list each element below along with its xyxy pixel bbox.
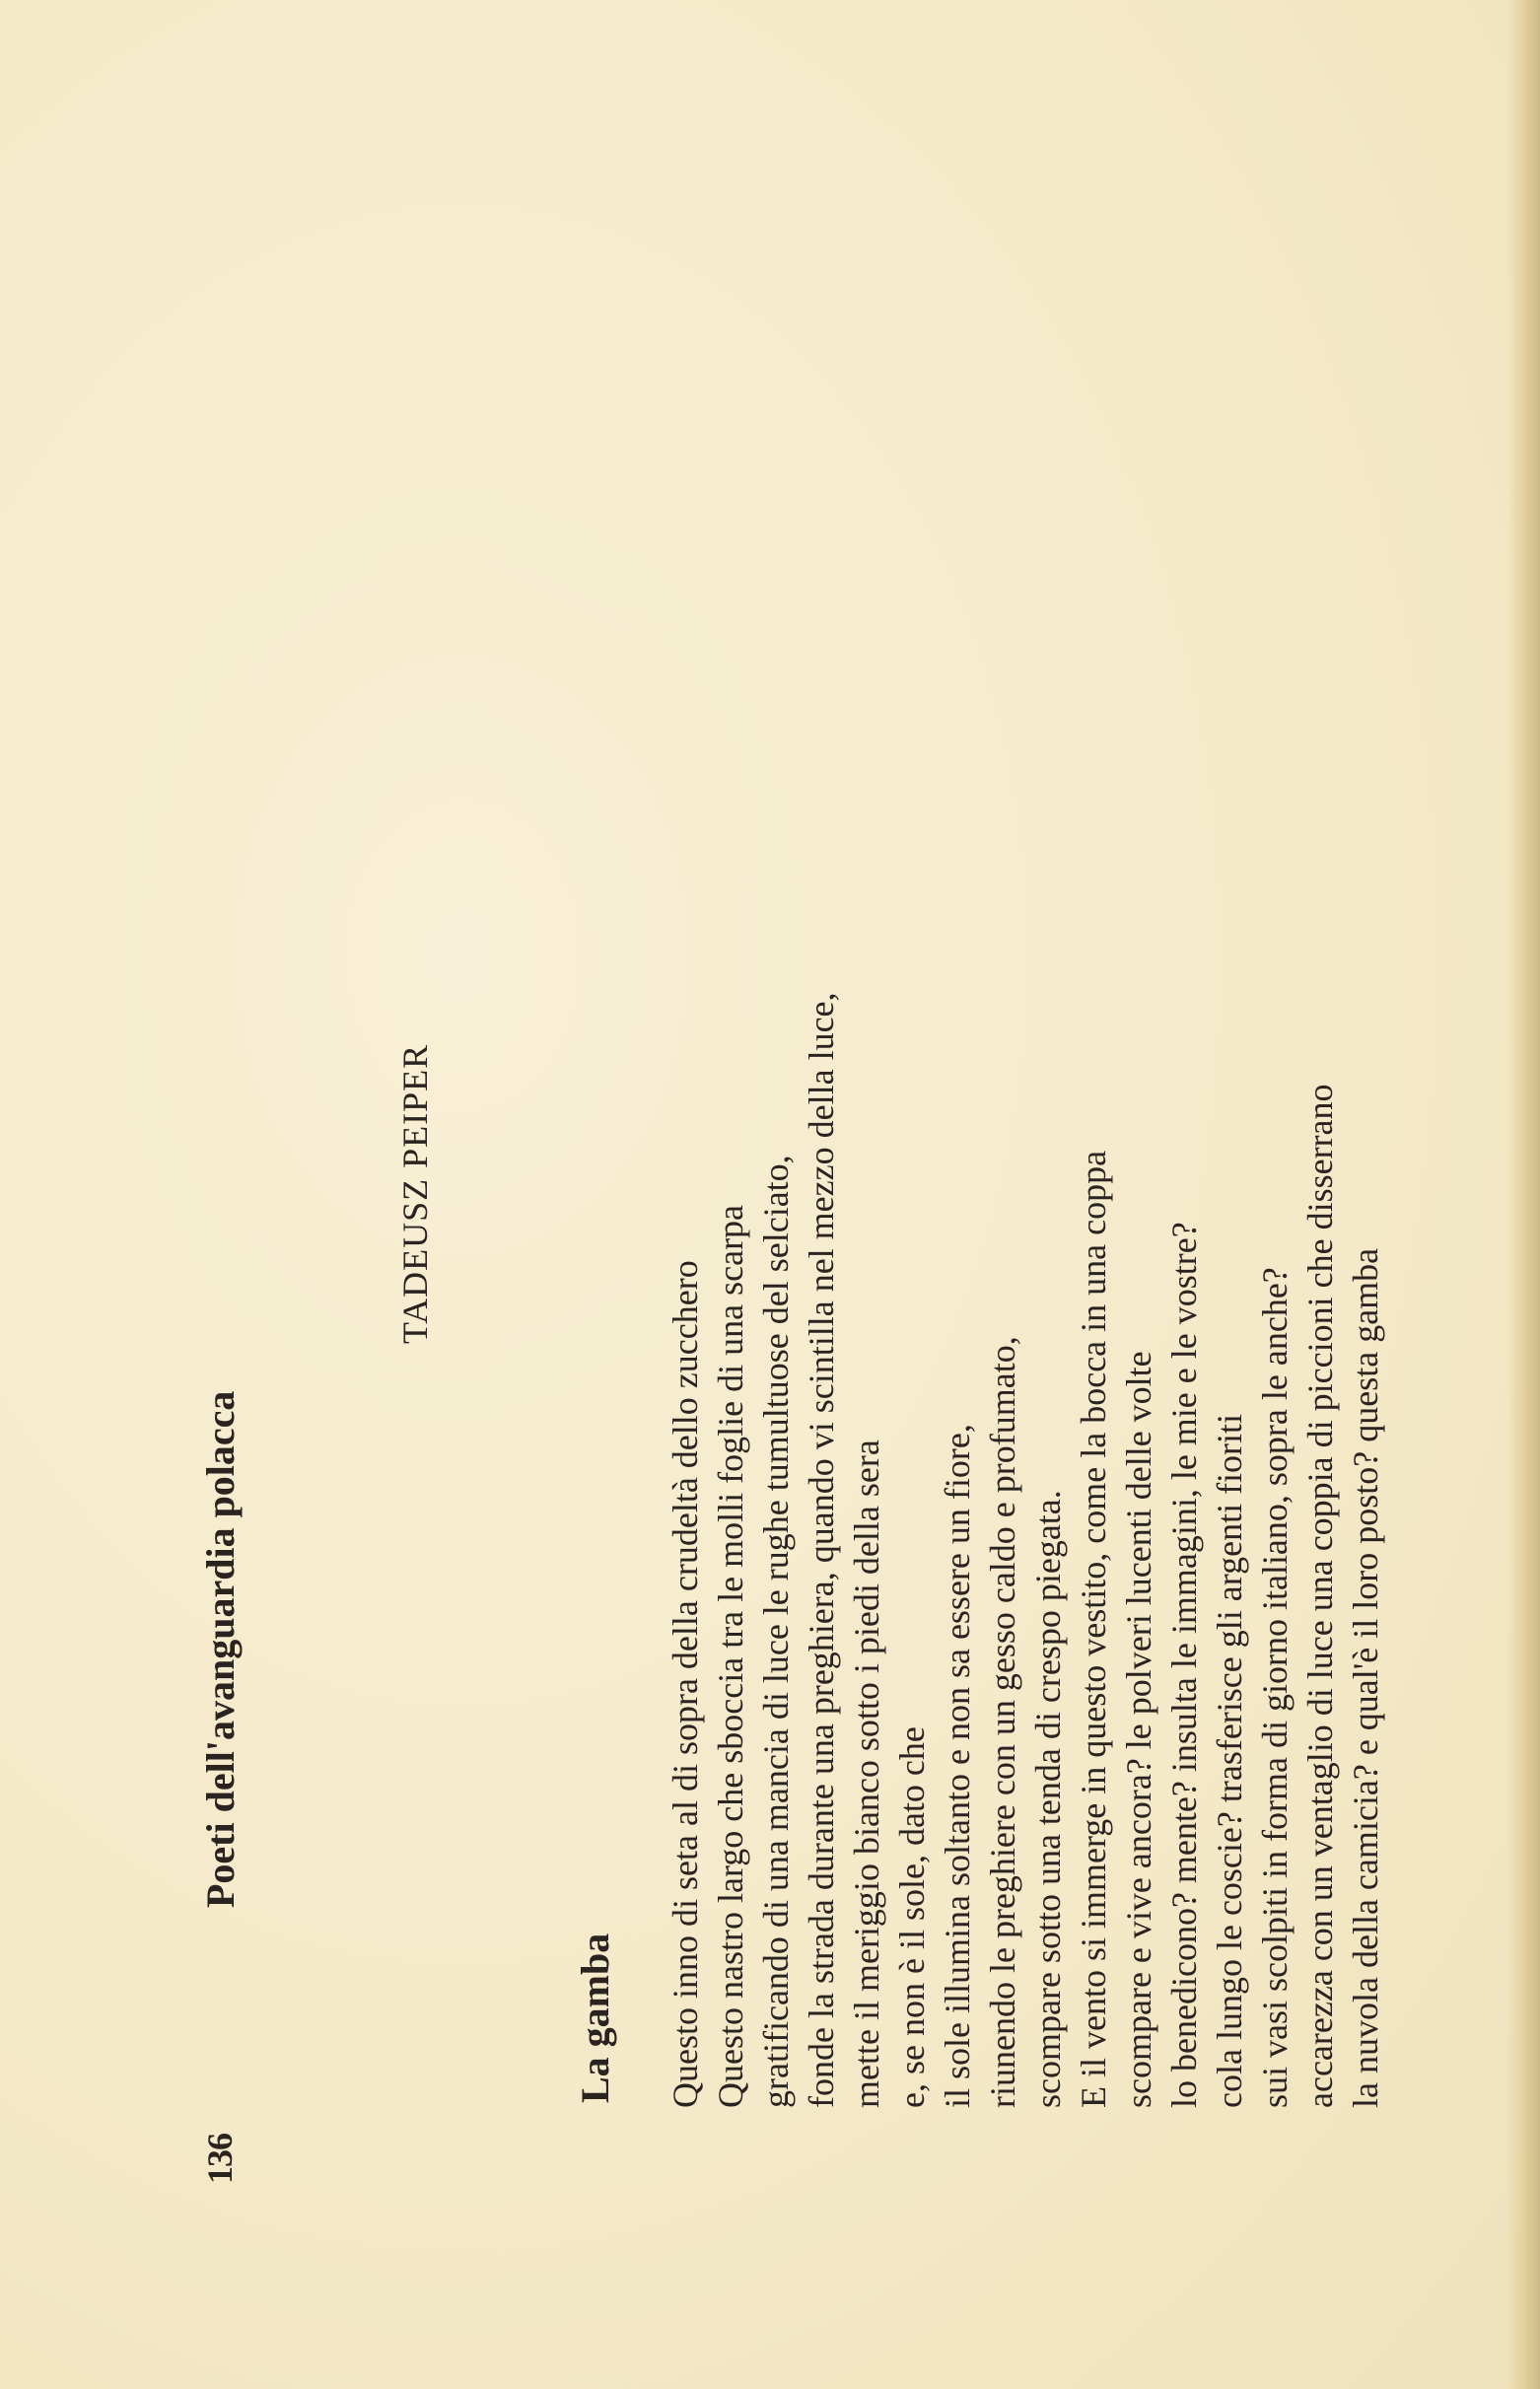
author-name: TADEUSZ PEIPER [395,1043,435,1344]
poem-line: Questo inno di seta al di sopra della crudeltà dello zucchero [665,1260,705,2108]
poem-line: accarezza con un ventaglio di luce una coppia di piccioni che disserrano [1300,1084,1340,2108]
poem-line: il sole illumina soltanto e non sa essere un fiore, [938,1424,977,2108]
poem-line: E il vento si immerge in questo vestito, come la bocca in una coppa [1074,1150,1113,2108]
poem-line: e, se non è il sole, dato che [892,1726,932,2108]
poem-line: Questo nastro largo che sboccia tra le molli foglie di una scarpa [711,1204,750,2108]
poem-line: sui vasi scolpiti in forma di giorno italiano, sopra le anche? [1255,1267,1295,2108]
page-header [197,311,266,2184]
poem-line: scompare sotto una tenda di crespo piegata. [1028,1490,1068,2108]
poem-line: cola lungo le coscie? trasferisce gli argenti fioriti [1210,1413,1249,2108]
poem-title: La gamba [573,1932,617,2103]
page-number: 136 [200,2134,240,2184]
poem-line: gratificando di una mancia di luce le rughe tumultuose del selciato, [756,1155,796,2108]
poem-body [663,136,1388,2108]
poem-line: la nuvola della camicia? e qual'è il loro posto? questa gamba [1346,1247,1385,2108]
running-title: Poeti dell'avanguardia polacca [198,1390,243,1908]
poem-line: fonde la strada durante una preghiera, quando vi scintilla nel mezzo della luce, [802,992,841,2108]
poem-line: riunendo le preghiere con un gesso caldo e profumato, [983,1336,1022,2108]
poem-line: lo benedicono? mente? insulta le immagini, le mie e le vostre? [1164,1222,1204,2108]
poem-line: mette il meriggio bianco sotto i piedi della sera [847,1440,886,2108]
poem-line: scompare e vive ancora? le polveri lucenti delle volte [1119,1351,1158,2108]
